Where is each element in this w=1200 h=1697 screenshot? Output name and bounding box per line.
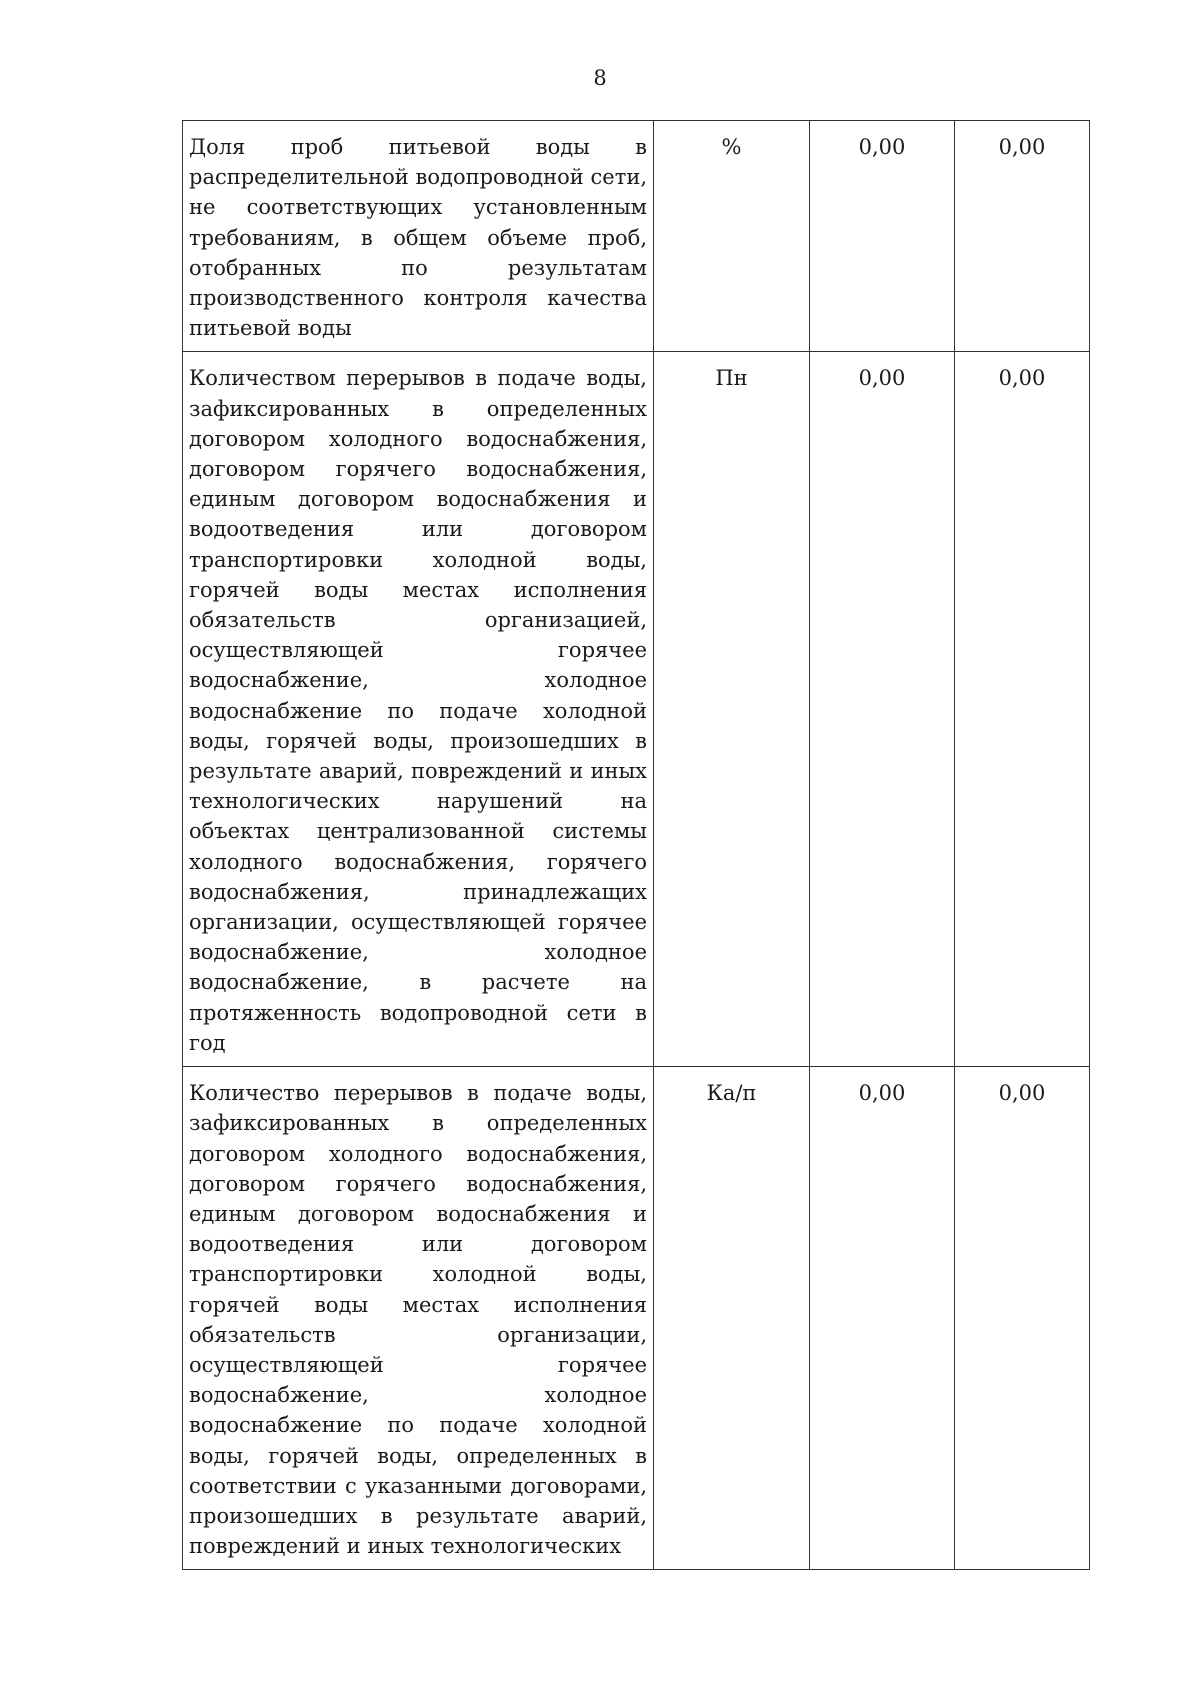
indicator-value-2: 0,00 [955,1067,1090,1570]
indicators-table [182,120,1090,1570]
indicator-value-1: 0,00 [810,121,955,352]
indicator-value-2: 0,00 [955,352,1090,1067]
table-row [183,352,1090,1067]
indicator-description: Количество перерывов в подаче воды, зафиксированных в определенных договором холодного водоснабжения, договором горячего водоснабжения, единым договором водоснабжения и водоотведения или договором транспортировки холодной воды, горячей воды местах исполнения обязательств организации, осуществляющей горячее водоснабжение, холодное водоснабжение по подаче холодной воды, горячей воды, определенных в соответствии с указанными договорами, произошедших в результате аварий, повреждений и иных технологических [183,1067,654,1570]
page-number: 8 [593,66,607,90]
indicator-description: Количеством перерывов в подаче воды, зафиксированных в определенных договором холодного водоснабжения, договором горячего водоснабжения, единым договором водоснабжения и водоотведения или договором транспортировки холодной воды, горячей воды местах исполнения обязательств организацией, осуществляющей горячее водоснабжение, холодное водоснабжение по подаче холодной воды, горячей воды, произошедших в результате аварий, повреждений и иных технологических нарушений на объектах централизованной системы холодного водоснабжения, горячего водоснабжения, принадлежащих организации, осуществляющей горячее водоснабжение, холодное водоснабжение, в расчете на протяженность водопроводной сети в год [183,352,654,1067]
indicator-unit: Пн [654,352,810,1067]
indicator-description: Доля проб питьевой воды в распределительной водопроводной сети, не соответствующих установленным требованиям, в общем объеме проб, отобранных по результатам производственного контроля качества питьевой воды [183,121,654,352]
indicator-value-2: 0,00 [955,121,1090,352]
indicator-value-1: 0,00 [810,1067,955,1570]
table-row [183,121,1090,352]
indicator-unit: Ка/п [654,1067,810,1570]
indicator-unit: % [654,121,810,352]
table-row [183,1067,1090,1570]
indicator-value-1: 0,00 [810,352,955,1067]
